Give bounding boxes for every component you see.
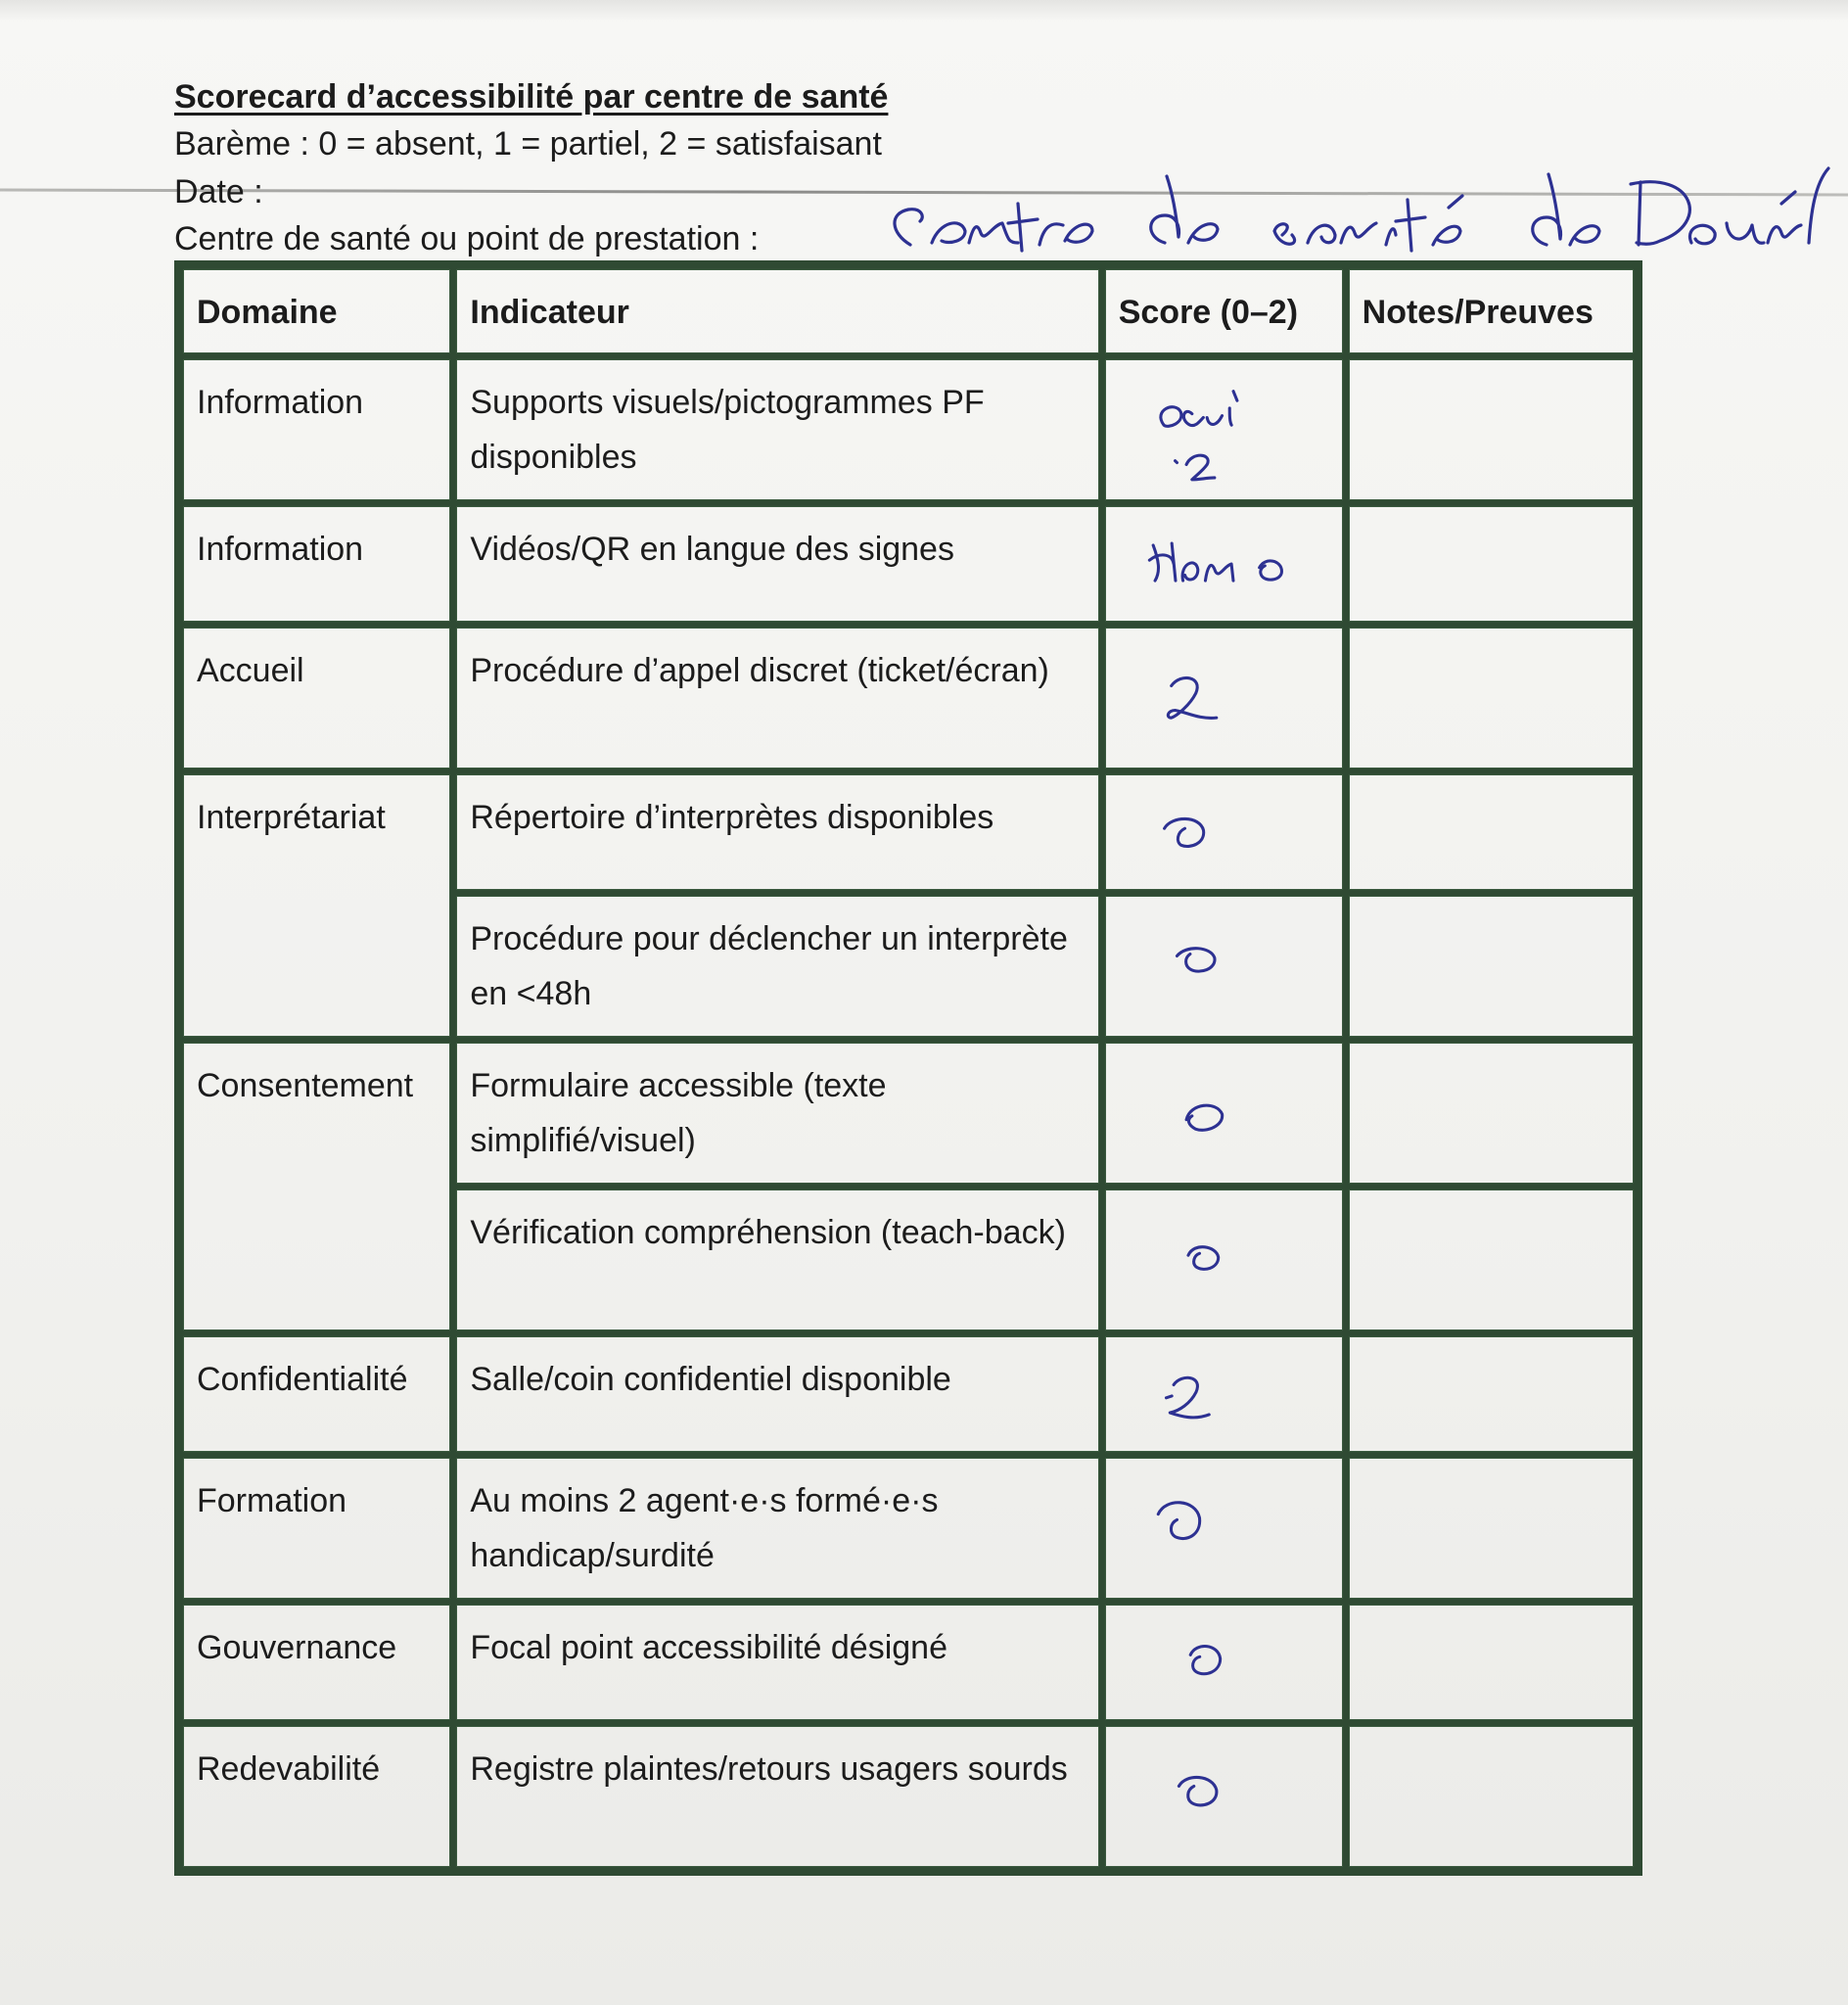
form-title: Scorecard d’accessibilité par centre de santé bbox=[174, 78, 889, 116]
indicator-cell: Répertoire d’interprètes disponibles bbox=[453, 771, 1101, 893]
notes-cell[interactable] bbox=[1346, 356, 1637, 503]
domain-cell: Accueil bbox=[180, 625, 453, 771]
notes-cell[interactable] bbox=[1346, 503, 1637, 625]
score-cell[interactable] bbox=[1102, 1187, 1346, 1333]
domain-cell: Information bbox=[180, 356, 453, 503]
score-cell[interactable] bbox=[1102, 625, 1346, 771]
header-domain: Domaine bbox=[180, 266, 453, 356]
handwritten-score-0 bbox=[1105, 1726, 1343, 1867]
indicator-cell: Procédure pour déclencher un interprète en <48h bbox=[453, 893, 1101, 1040]
handwritten-score-0 bbox=[1105, 1189, 1343, 1330]
indicator-cell: Supports visuels/pictogrammes PF disponibles bbox=[453, 356, 1101, 503]
indicator-cell: Vidéos/QR en langue des signes bbox=[453, 503, 1101, 625]
indicator-cell: Au moins 2 agent·e·s formé·e·s handicap/surdité bbox=[453, 1455, 1101, 1602]
indicator-cell: Vérification compréhension (teach-back) bbox=[453, 1187, 1101, 1333]
table-row bbox=[180, 1040, 1637, 1187]
scorecard-table bbox=[174, 260, 1642, 1876]
domain-cell: Interprétariat bbox=[180, 771, 453, 1040]
centre-label: Centre de santé ou point de prestation : bbox=[174, 220, 760, 257]
table-row bbox=[180, 1723, 1637, 1870]
header-indicator: Indicateur bbox=[453, 266, 1101, 356]
table-row bbox=[180, 503, 1637, 625]
handwritten-score-0 bbox=[1105, 896, 1343, 1037]
indicator-cell: Salle/coin confidentiel disponible bbox=[453, 1333, 1101, 1455]
handwritten-score-2 bbox=[1105, 628, 1343, 769]
notes-cell[interactable] bbox=[1346, 1602, 1637, 1723]
domain-cell: Formation bbox=[180, 1455, 453, 1602]
score-cell[interactable] bbox=[1102, 893, 1346, 1040]
handwritten-score-0 bbox=[1105, 1458, 1343, 1599]
notes-cell[interactable] bbox=[1346, 1723, 1637, 1870]
table-row bbox=[180, 1455, 1637, 1602]
score-cell[interactable] bbox=[1102, 503, 1346, 625]
notes-cell[interactable] bbox=[1346, 1040, 1637, 1187]
scale-legend: Barème : 0 = absent, 1 = partiel, 2 = satisfaisant bbox=[174, 125, 882, 163]
handwritten-score-non-0 bbox=[1105, 506, 1343, 622]
table-row bbox=[180, 625, 1637, 771]
handwritten-score-0 bbox=[1105, 774, 1343, 890]
handwritten-score-0 bbox=[1105, 1605, 1343, 1720]
score-cell[interactable] bbox=[1102, 1455, 1346, 1602]
indicator-cell: Focal point accessibilité désigné bbox=[453, 1602, 1101, 1723]
table-row bbox=[180, 771, 1637, 893]
notes-cell[interactable] bbox=[1346, 1455, 1637, 1602]
handwritten-score-2 bbox=[1105, 1336, 1343, 1452]
notes-cell[interactable] bbox=[1346, 771, 1637, 893]
domain-cell: Gouvernance bbox=[180, 1602, 453, 1723]
table-header-row bbox=[180, 266, 1637, 356]
notes-cell[interactable] bbox=[1346, 1333, 1637, 1455]
notes-cell[interactable] bbox=[1346, 1187, 1637, 1333]
notes-cell[interactable] bbox=[1346, 893, 1637, 1040]
handwritten-score-oui-2 bbox=[1105, 359, 1343, 500]
handwritten-score-0 bbox=[1105, 1043, 1343, 1184]
indicator-cell: Procédure d’appel discret (ticket/écran) bbox=[453, 625, 1101, 771]
indicator-cell: Formulaire accessible (texte simplifié/visuel) bbox=[453, 1040, 1101, 1187]
domain-cell: Redevabilité bbox=[180, 1723, 453, 1870]
header-notes: Notes/Preuves bbox=[1346, 266, 1637, 356]
indicator-cell: Registre plaintes/retours usagers sourds bbox=[453, 1723, 1101, 1870]
table-row bbox=[180, 1333, 1637, 1455]
score-cell[interactable] bbox=[1102, 1333, 1346, 1455]
score-cell[interactable] bbox=[1102, 1602, 1346, 1723]
table-row bbox=[180, 356, 1637, 503]
header-score: Score (0–2) bbox=[1102, 266, 1346, 356]
date-label: Date : bbox=[174, 173, 263, 210]
domain-cell: Information bbox=[180, 503, 453, 625]
score-cell[interactable] bbox=[1102, 1723, 1346, 1870]
table-row bbox=[180, 1602, 1637, 1723]
score-cell[interactable] bbox=[1102, 1040, 1346, 1187]
notes-cell[interactable] bbox=[1346, 625, 1637, 771]
score-cell[interactable] bbox=[1102, 771, 1346, 893]
paper-top-edge bbox=[0, 0, 1848, 22]
score-cell[interactable] bbox=[1102, 356, 1346, 503]
domain-cell: Consentement bbox=[180, 1040, 453, 1333]
centre-handwritten-value bbox=[871, 164, 1840, 272]
domain-cell: Confidentialité bbox=[180, 1333, 453, 1455]
